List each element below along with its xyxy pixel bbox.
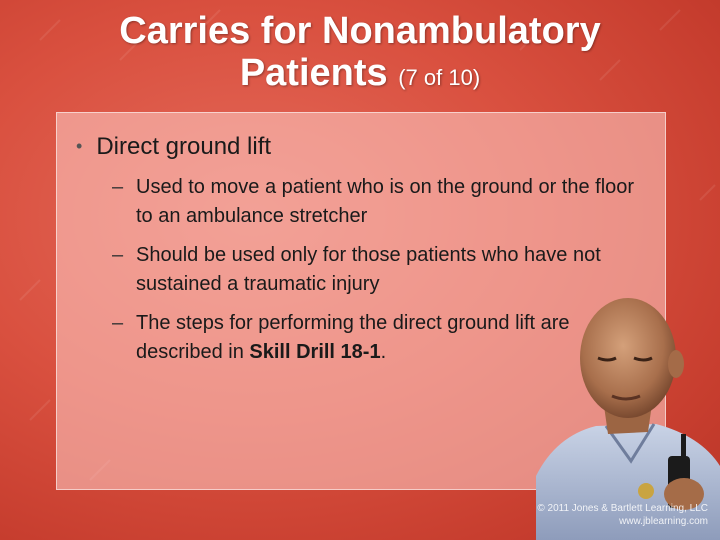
subbullet-text-before: The steps for performing the direct ground lift are described in [136,312,570,363]
dash-icon: – [112,244,124,266]
slide-title-count: (7 of 10) [398,65,481,90]
bullet-item [76,131,271,162]
subbullet-text: Should be used only for those patients who have not sustained a traumatic injury [136,244,601,295]
bullet-text: Direct ground lift [96,133,272,160]
slide-title [60,10,660,99]
subbullet-text: Used to move a patient who is on the ground or the floor to an ambulance stretcher [136,176,635,227]
dash-icon: – [112,312,124,334]
slide-title-main: Carries for Nonambulatory Patients [119,10,601,94]
publisher-website: www.jblearning.com [619,516,708,527]
subbullet-text-after: . [380,341,387,363]
bullet-dot-icon: • [76,136,83,156]
subbullet-item [112,173,652,231]
skill-drill-reference: Skill Drill 18-1 [249,341,381,363]
dash-icon: – [112,176,124,198]
copyright-line: © 2011 Jones & Bartlett Learning, LLC [537,503,708,514]
copyright-notice [537,502,708,528]
